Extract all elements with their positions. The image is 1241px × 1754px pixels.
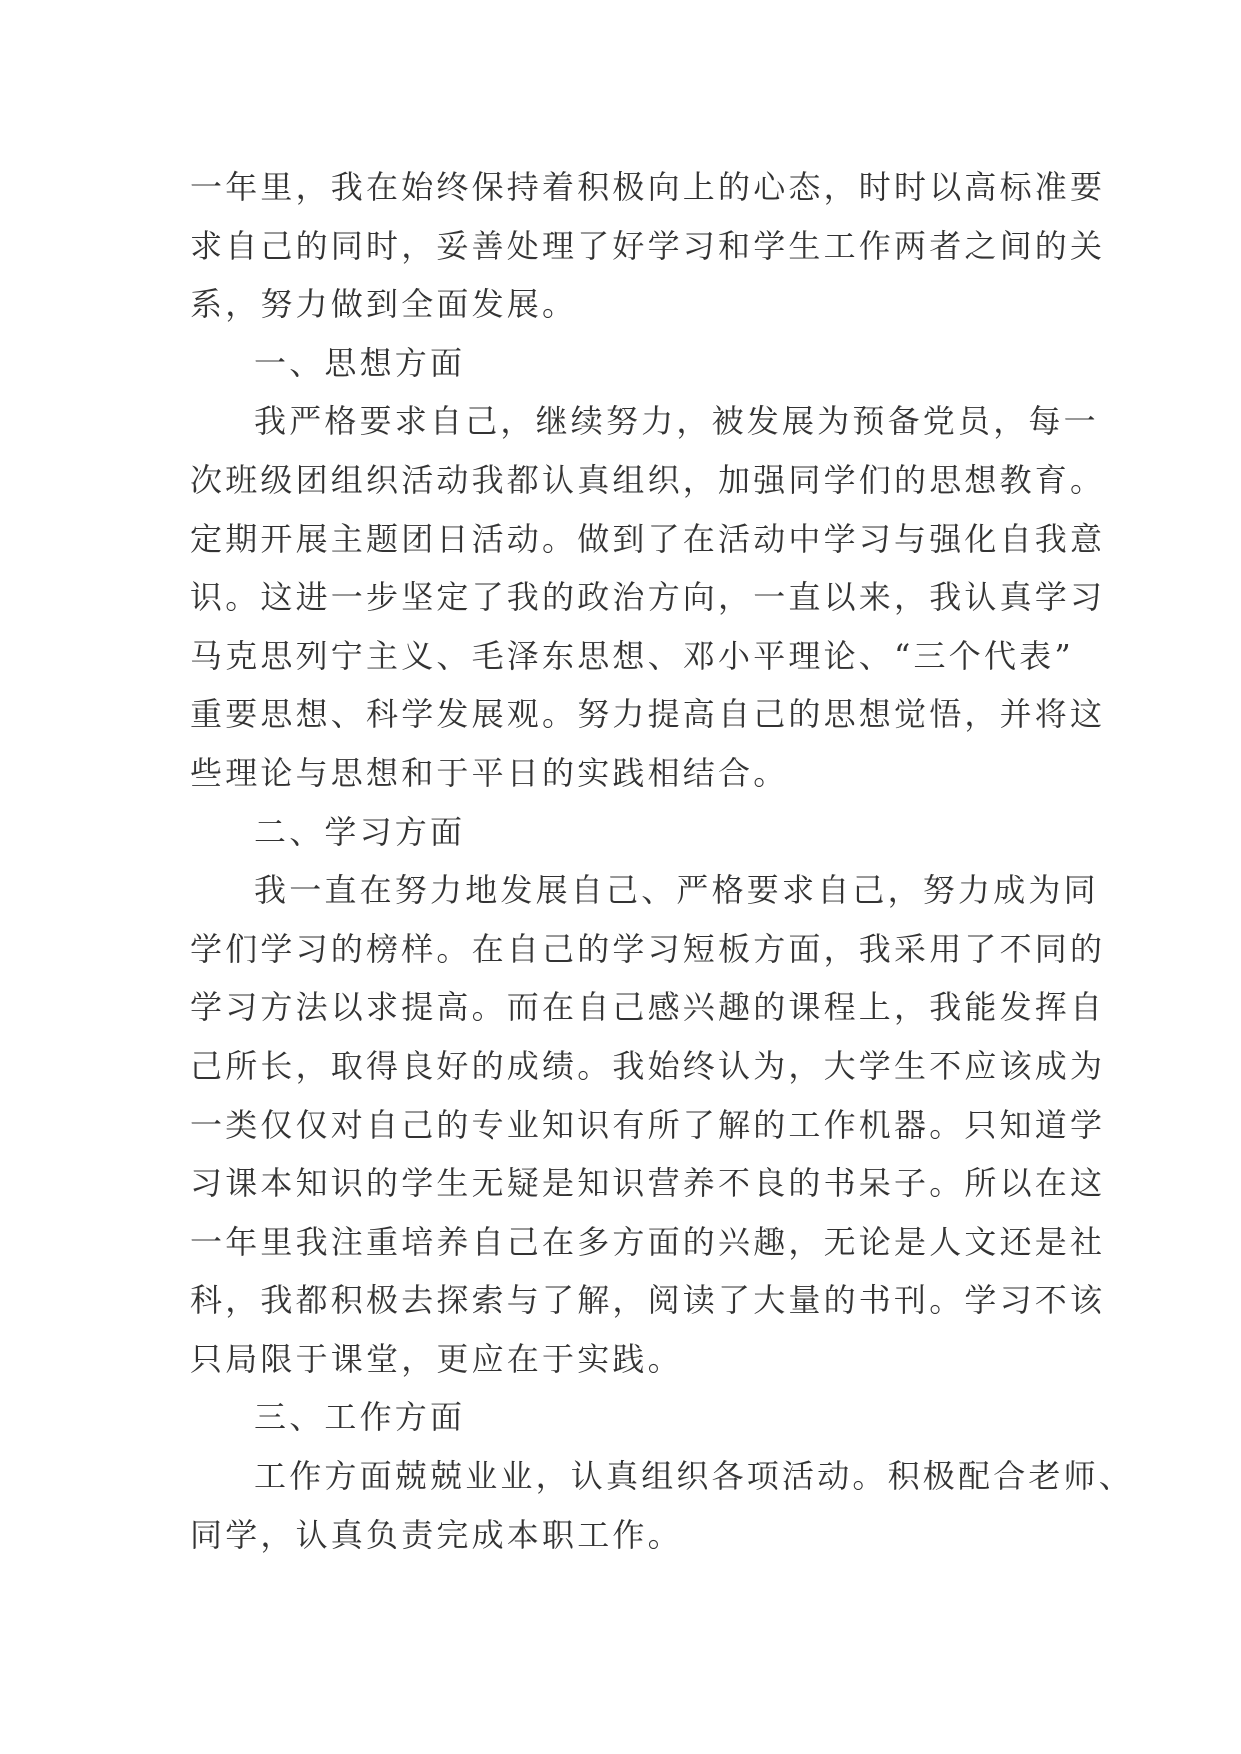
text-line: 一类仅仅对自己的专业知识有所了解的工作机器。只知道学 (190, 1105, 1106, 1144)
text-line: 一年里我注重培养自己在多方面的兴趣，无论是人文还是社 (190, 1222, 1106, 1261)
text-line: 工作方面兢兢业业，认真组织各项活动。积极配合老师、 (254, 1457, 1135, 1496)
text-line: 一年里，我在始终保持着积极向上的心态，时时以高标准要 (190, 168, 1106, 206)
text-line: 我一直在努力地发展自己、严格要求自己，努力成为同 (254, 871, 1099, 910)
text-line: 己所长，取得良好的成绩。我始终认为，大学生不应该成为 (190, 1046, 1106, 1085)
text-line: 定期开展主题团日活动。做到了在活动中学习与强化自我意 (190, 519, 1106, 558)
text-line: 一、思想方面 (254, 343, 466, 382)
text-line: 些理论与思想和于平日的实践相结合。 (190, 753, 789, 792)
text-line: 习课本知识的学生无疑是知识营养不良的书呆子。所以在这 (190, 1164, 1106, 1203)
text-line: 科，我都积极去探索与了解，阅读了大量的书刊。学习不该 (190, 1281, 1106, 1320)
text-line: 学习方法以求提高。而在自己感兴趣的课程上，我能发挥自 (190, 988, 1106, 1027)
text-line: 我严格要求自己，继续努力，被发展为预备党员，每一 (254, 402, 1099, 441)
text-line: 马克思列宁主义、毛泽东思想、邓小平理论、“三个代表” (190, 636, 1074, 675)
text-line: 三、工作方面 (254, 1398, 466, 1437)
text-line: 次班级团组织活动我都认真组织，加强同学们的思想教育。 (190, 460, 1106, 499)
text-line: 学们学习的榜样。在自己的学习短板方面，我采用了不同的 (190, 929, 1106, 968)
text-line: 同学，认真负责完成本职工作。 (190, 1515, 683, 1554)
text-line: 只局限于课堂，更应在于实践。 (190, 1339, 683, 1378)
text-line: 系，努力做到全面发展。 (190, 285, 578, 324)
text-line: 重要思想、科学发展观。努力提高自己的思想觉悟，并将这 (190, 695, 1106, 734)
text-line: 二、学习方面 (254, 812, 466, 851)
document-body (190, 158, 1135, 1564)
text-line: 求自己的同时，妥善处理了好学习和学生工作两者之间的关 (190, 226, 1106, 265)
text-line: 识。这进一步坚定了我的政治方向，一直以来，我认真学习 (190, 578, 1106, 617)
